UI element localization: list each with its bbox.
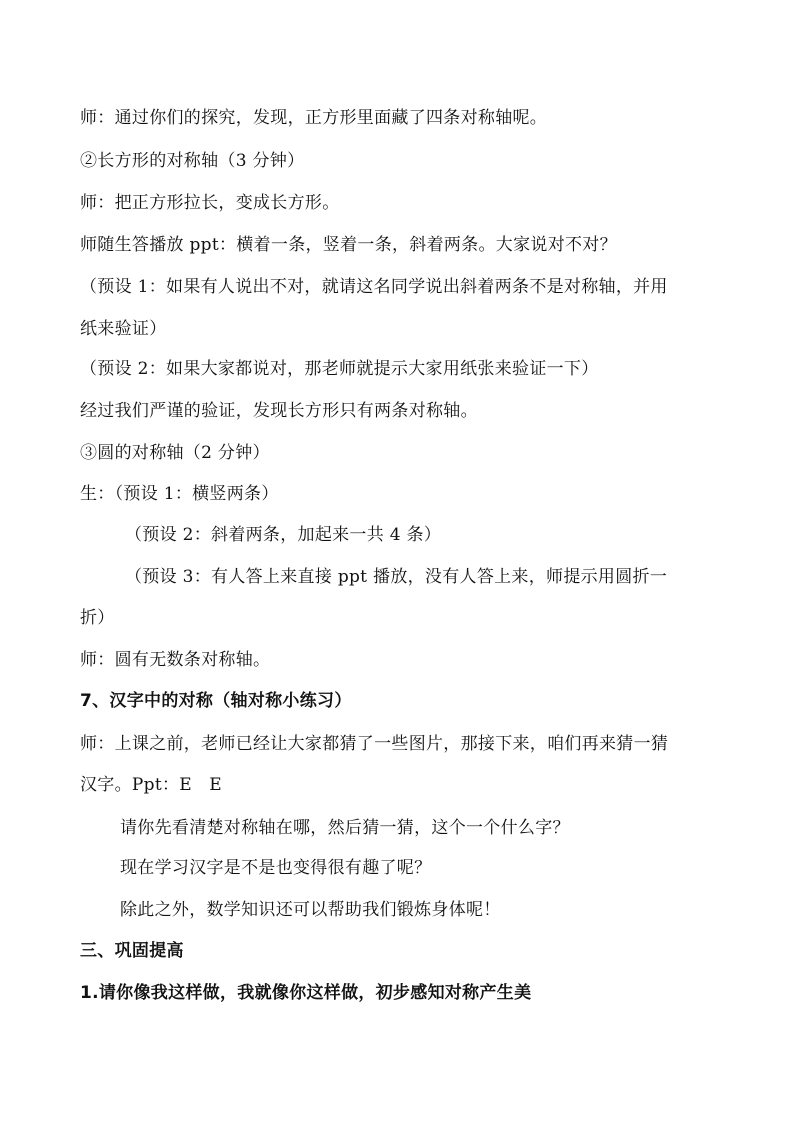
paragraph-line: 师：圆有无数条对称轴。 xyxy=(80,650,271,670)
paragraph-line: 折） xyxy=(80,608,115,628)
section-subheading: ②长方形的对称轴（3 分钟） xyxy=(80,151,305,171)
paragraph-line: 生：（预设 1：横竖两条） xyxy=(80,484,279,504)
section-heading: 1.请你像我这样做，我就像你这样做，初步感知对称产生美 xyxy=(80,983,532,1003)
paragraph-line: 请你先看清楚对称轴在哪，然后猜一猜，这个一个什么字？ xyxy=(120,818,570,838)
paragraph-line: （预设 3：有人答上来直接 ppt 播放，没有人答上来，师提示用圆折一 xyxy=(125,567,668,587)
section-heading: 7、汉字中的对称（轴对称小练习） xyxy=(80,691,352,711)
paragraph-line: 纸来验证） xyxy=(80,319,167,339)
paragraph-line: 师：通过你们的探究，发现，正方形里面藏了四条对称轴呢。 xyxy=(80,108,548,128)
paragraph-line: 师随生答播放 ppt：横着一条，竖着一条，斜着两条。大家说对不对？ xyxy=(80,235,617,255)
paragraph-line: （预设 1：如果有人说出不对，就请这名同学说出斜着两条不是对称轴，并用 xyxy=(80,277,668,297)
paragraph-line: 师：把正方形拉长，变成长方形。 xyxy=(80,193,340,213)
paragraph-line: 师：上课之前，老师已经让大家都猜了一些图片，那接下来，咱们再来猜一猜 xyxy=(80,734,669,754)
section-subheading: ③圆的对称轴（2 分钟） xyxy=(80,443,270,463)
paragraph-line: 经过我们严谨的验证，发现长方形只有两条对称轴。 xyxy=(80,401,478,421)
paragraph-line: 汉字。Ppt：E E xyxy=(80,775,222,795)
section-heading: 三、巩固提高 xyxy=(80,941,184,961)
paragraph-line: 除此之外，数学知识还可以帮助我们锻炼身体呢！ xyxy=(120,900,501,920)
paragraph-line: （预设 2：如果大家都说对，那老师就提示大家用纸张来验证一下） xyxy=(80,359,599,379)
paragraph-line: （预设 2：斜着两条，加起来一共 4 条） xyxy=(125,525,442,545)
paragraph-line: 现在学习汉字是不是也变得很有趣了呢？ xyxy=(120,858,432,878)
